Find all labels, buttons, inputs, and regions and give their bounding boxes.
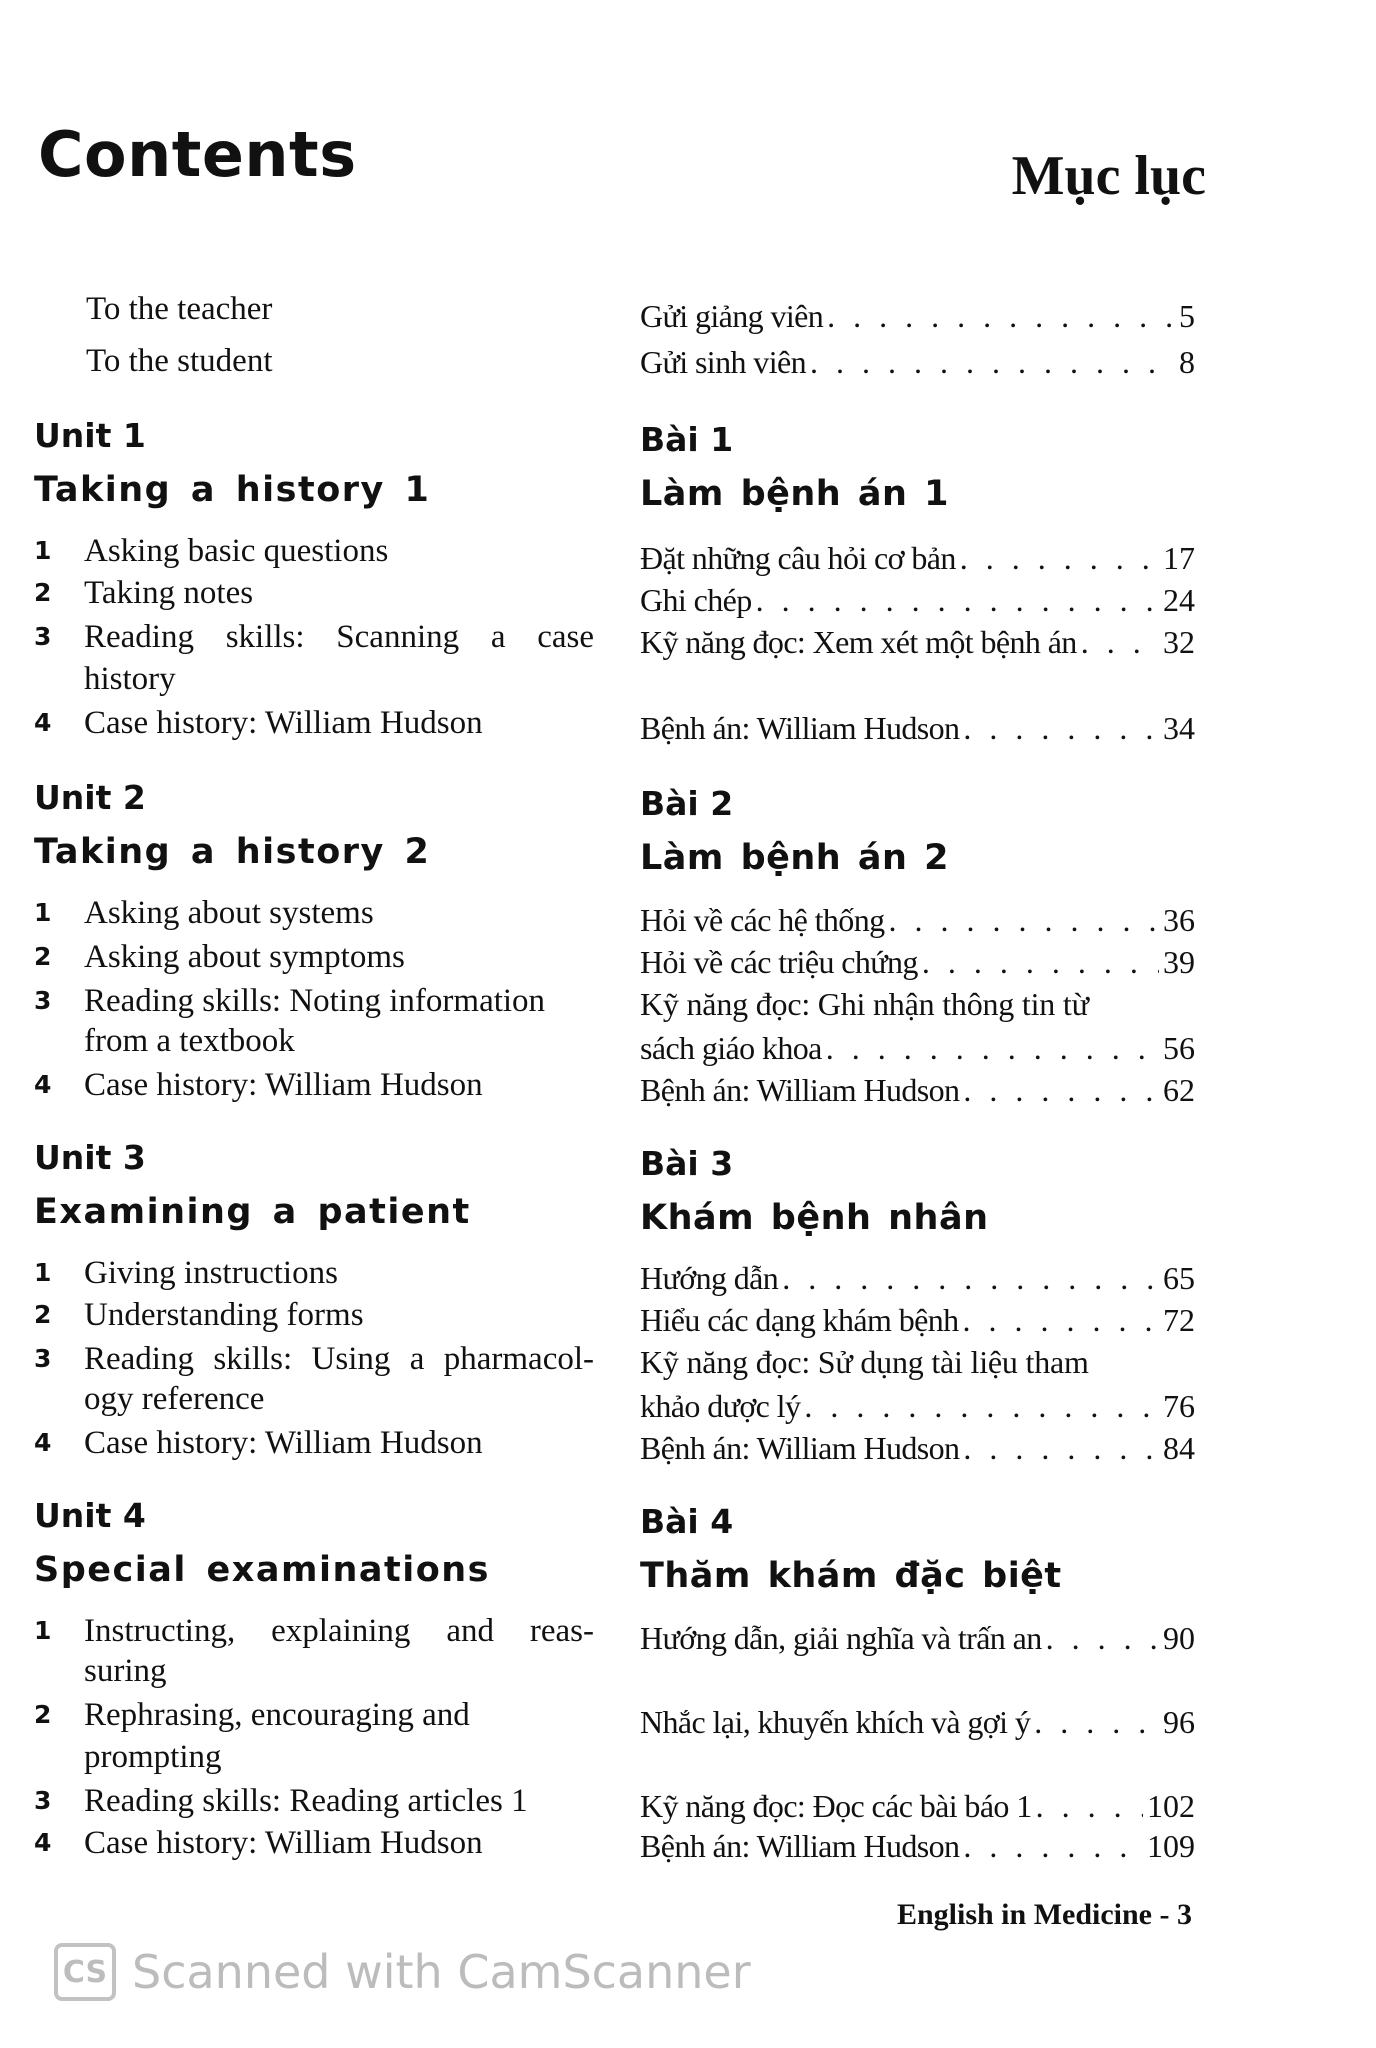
item-number: 4 [34, 1828, 52, 1857]
item-text: Reading skills: Using a pharmacol- [84, 1341, 594, 1377]
toc-text: Bệnh án: William Hudson [640, 710, 960, 746]
toc-text: Hướng dẫn [640, 1260, 779, 1296]
page-number: 56 [1163, 1030, 1195, 1066]
page-number: 62 [1163, 1072, 1195, 1108]
item-text: Reading skills: Reading articles 1 [84, 1783, 528, 1819]
toc-text: Hiểu các dạng khám bệnh [640, 1302, 959, 1338]
toc-text: Hỏi về các hệ thống [640, 902, 885, 938]
page-number: 65 [1163, 1260, 1195, 1296]
bai-3-item-4 [640, 1428, 1195, 1468]
item-text: Case history: William Hudson [84, 1067, 483, 1103]
item-text: Case history: William Hudson [84, 1425, 483, 1461]
toc-text: Ghi chép [640, 582, 752, 618]
item-text: Case history: William Hudson [84, 705, 483, 741]
unit-2-label: Unit 2 [34, 778, 146, 817]
leader-dots [827, 296, 1175, 336]
bai-1-item-1 [640, 538, 1195, 578]
leader-dots [1046, 1618, 1159, 1658]
leader-dots [1034, 1702, 1159, 1742]
toc-text: Hỏi về các triệu chứng [640, 944, 918, 980]
leader-dots [963, 1826, 1143, 1866]
page-number: 72 [1163, 1302, 1195, 1338]
page-number: 32 [1163, 624, 1195, 660]
bai-3-item-3-continued [640, 1386, 1195, 1426]
leader-dots [756, 580, 1159, 620]
item-text: Asking about symptoms [84, 939, 405, 975]
item-text: ogy reference [84, 1381, 265, 1417]
leader-dots [922, 942, 1159, 982]
item-number: 1 [34, 1258, 52, 1287]
bai-4-item-2 [640, 1702, 1195, 1742]
bai-2-title: Làm bệnh án 2 [640, 838, 949, 878]
toc-text: Kỹ năng đọc: Xem xét một bệnh án [640, 624, 1077, 660]
item-number: 1 [34, 536, 52, 565]
bai-1-label: Bài 1 [640, 420, 734, 459]
toc-text: Gửi sinh viên [640, 344, 806, 380]
page-number: 5 [1179, 298, 1195, 334]
toc-text: Kỹ năng đọc: Đọc các bài báo 1 [640, 1788, 1032, 1824]
intro-teacher-vi [640, 296, 1195, 336]
toc-text: Gửi giảng viên [640, 298, 824, 334]
bai-3-item-2 [640, 1300, 1195, 1340]
item-number: 4 [34, 1428, 52, 1457]
toc-text: Bệnh án: William Hudson [640, 1072, 960, 1108]
toc-text: Đặt những câu hỏi cơ bản [640, 540, 956, 576]
item-number: 4 [34, 708, 52, 737]
bai-3-item-3: Kỹ năng đọc: Sử dụng tài liệu tham [640, 1344, 1089, 1380]
camscanner-watermark [54, 1943, 751, 2001]
page-number: 39 [1163, 944, 1195, 980]
unit-1-title: Taking a history 1 [34, 470, 431, 510]
item-text: history [84, 661, 176, 697]
item-number: 3 [34, 986, 52, 1015]
page-number: 109 [1147, 1828, 1195, 1864]
item-number: 1 [34, 898, 52, 927]
page-number: 24 [1163, 582, 1195, 618]
toc-text: Bệnh án: William Hudson [640, 1828, 960, 1864]
item-number: 3 [34, 1786, 52, 1815]
intro-student-vi [640, 342, 1195, 382]
item-number: 2 [34, 1700, 52, 1729]
leader-dots [826, 1028, 1159, 1068]
bai-2-label: Bài 2 [640, 784, 734, 823]
item-text: Reading skills: Scanning a case [84, 619, 594, 655]
unit-3-title: Examining a patient [34, 1192, 471, 1232]
item-text: Case history: William Hudson [84, 1825, 483, 1861]
item-text: Asking about systems [84, 895, 374, 931]
bai-4-item-1 [640, 1618, 1195, 1658]
leader-dots [1036, 1786, 1143, 1826]
bai-1-title: Làm bệnh án 1 [640, 474, 949, 514]
item-text: prompting [84, 1739, 222, 1775]
page-number: 84 [1163, 1430, 1195, 1466]
bai-4-item-3 [640, 1786, 1195, 1826]
leader-dots [963, 708, 1159, 748]
toc-text: khảo dược lý [640, 1388, 801, 1424]
item-number: 4 [34, 1070, 52, 1099]
page-number: 96 [1163, 1704, 1195, 1740]
item-number: 2 [34, 1300, 52, 1329]
unit-1-label: Unit 1 [34, 416, 146, 455]
item-text: suring [84, 1653, 167, 1689]
bai-3-item-1 [640, 1258, 1195, 1298]
unit-4-title: Special examinations [34, 1550, 490, 1590]
bai-2-item-3: Kỹ năng đọc: Ghi nhận thông tin từ [640, 986, 1089, 1022]
page-number: 34 [1163, 710, 1195, 746]
item-text: Understanding forms [84, 1297, 364, 1333]
leader-dots [960, 538, 1159, 578]
item-number: 2 [34, 942, 52, 971]
leader-dots [1081, 622, 1159, 662]
page-number: 76 [1163, 1388, 1195, 1424]
toc-text: sách giáo khoa [640, 1030, 822, 1066]
item-text: Taking notes [84, 575, 254, 611]
unit-4-label: Unit 4 [34, 1496, 146, 1535]
contents-title-vietnamese: Mục lục [1011, 145, 1206, 207]
leader-dots [782, 1258, 1159, 1298]
camscanner-logo-icon: CS [54, 1943, 116, 2001]
item-text: Giving instructions [84, 1255, 338, 1291]
leader-dots [889, 900, 1159, 940]
leader-dots [804, 1386, 1159, 1426]
page-number: 17 [1163, 540, 1195, 576]
bai-2-item-1 [640, 900, 1195, 940]
item-number: 2 [34, 578, 52, 607]
item-number: 3 [34, 1344, 52, 1373]
toc-text: Nhắc lại, khuyến khích và gợi ý [640, 1704, 1031, 1740]
toc-text: Bệnh án: William Hudson [640, 1430, 960, 1466]
intro-student: To the student [86, 343, 273, 379]
bai-3-label: Bài 3 [640, 1144, 734, 1183]
bai-2-item-4 [640, 1070, 1195, 1110]
intro-teacher: To the teacher [86, 291, 273, 327]
bai-3-title: Khám bệnh nhân [640, 1198, 989, 1238]
item-number: 3 [34, 622, 52, 651]
bai-4-title: Thăm khám đặc biệt [640, 1556, 1062, 1596]
bai-4-label: Bài 4 [640, 1502, 734, 1541]
item-text: Reading skills: Noting information [84, 983, 546, 1019]
bai-1-item-2 [640, 580, 1195, 620]
toc-text: Hướng dẫn, giải nghĩa và trấn an [640, 1620, 1042, 1656]
item-text: from a textbook [84, 1023, 295, 1059]
leader-dots [963, 1070, 1159, 1110]
watermark-text: Scanned with CamScanner [132, 1945, 751, 1999]
bai-1-item-3 [640, 622, 1195, 662]
item-number: 1 [34, 1616, 52, 1645]
page-number: 36 [1163, 902, 1195, 938]
item-text: Asking basic questions [84, 533, 389, 569]
unit-3-label: Unit 3 [34, 1138, 146, 1177]
leader-dots [963, 1428, 1159, 1468]
bai-2-item-3-continued [640, 1028, 1195, 1068]
bai-4-item-4 [640, 1826, 1195, 1866]
item-text: Instructing, explaining and reas- [84, 1613, 594, 1649]
item-text: Rephrasing, encouraging and [84, 1697, 470, 1733]
contents-title: Contents [38, 118, 357, 191]
page-footer: English in Medicine - 3 [896, 1898, 1192, 1931]
leader-dots [810, 342, 1175, 382]
unit-2-title: Taking a history 2 [34, 832, 431, 872]
bai-2-item-2 [640, 942, 1195, 982]
page-number: 90 [1163, 1620, 1195, 1656]
leader-dots [963, 1300, 1159, 1340]
bai-1-item-4 [640, 708, 1195, 748]
page-number: 102 [1147, 1788, 1195, 1824]
page-number: 8 [1179, 344, 1195, 380]
